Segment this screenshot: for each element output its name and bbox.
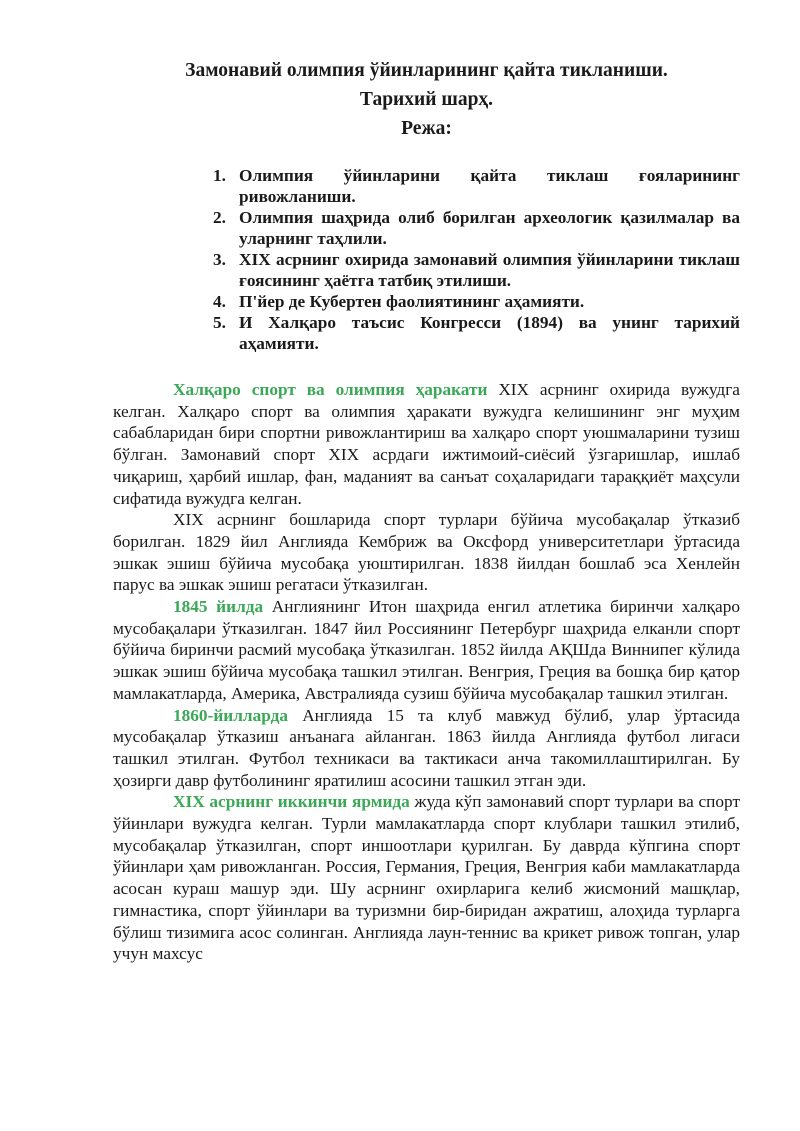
paragraph: [113, 379, 740, 509]
title-line-2: Тарихий шарҳ.: [359, 89, 494, 110]
paragraph-text: жуда кўп замонавий спорт турлари ва спорт ўйинлари вужудга келган. Турли мамлакатларда спорт клублари ташкил этилиб, мусобақалар ўтказилган, спорт иншоотлари қурилган. Бу даврда кўпгина спорт ўйинлари ҳам ривожланган. Россия, Германия, Греция, Венгрия каби мамлакатларда асосан кураш машур эди. Шу асрнинг охирларига келиб жисмоний машқлар, гимнастика, спорт ўйинлари ва туризмни бир-биридан ажратиш, алоҳида турларга бўлиш тизимига асос солинган. Англияда лаун-теннис ва крикет ривож топган, улар учун махсус: [113, 792, 740, 964]
document-title: [113, 56, 740, 143]
paragraph: [113, 509, 740, 596]
plan-item-number: 2.: [213, 208, 226, 227]
plan-item-number: 3.: [213, 250, 226, 269]
paragraph: [113, 596, 740, 705]
plan-item-text: XIX асрнинг охирида замонавий олимпия ўйинларини тиклаш ғоясининг ҳаётга татбиқ этилиши.: [239, 250, 740, 290]
plan-item: [213, 249, 740, 291]
title-line-3: Режа:: [401, 118, 452, 139]
highlight-phrase: Халқаро спорт ва олимпия ҳаракати: [173, 380, 488, 399]
highlight-phrase: 1845 йилда: [173, 597, 264, 617]
plan-item-text: Олимпия ўйинларини қайта тиклаш ғояларининг ривожланиши.: [239, 166, 740, 206]
plan-item-text: Олимпия шаҳрида олиб борилган археологик қазилмалар ва уларнинг таҳлили.: [239, 208, 740, 248]
highlight-phrase: XIX асрнинг иккинчи ярмида: [173, 792, 410, 812]
plan-item-number: 1.: [213, 166, 226, 185]
highlight-phrase: 1860-йилларда: [173, 705, 289, 725]
plan-item-text: П'йер де Кубертен фаолиятининг аҳамияти.: [239, 292, 585, 311]
title-line-1: Замонавий олимпия ўйинларининг қайта тикланиши.: [185, 60, 668, 81]
plan-item: [213, 312, 740, 354]
paragraph: [113, 705, 740, 792]
paragraph-text: Англиянинг Итон шаҳрида енгил атлетика биринчи халқаро мусобақалари ўтказилган. 1847 йил Россиянинг Петербург шаҳрида елканли спорт бўйича биринчи расмий мусобақа ўтказилган. 1852 йилда АҚШда Виннипег кўлида эшкак эшиш бўйича мусобақа ташкил этилган. Венгрия, Греция ва бошқа бир қатор мамлакатларда, Америка, Австралияда сузиш бўйича мусобақалар ташкил этилган.: [113, 597, 740, 703]
paragraph-text: Англияда 15 та клуб мавжуд бўлиб, улар ўртасида мусобақалар ўтказиш анъанага айланган. 1863 йилда Англияда футбол лигаси ташкил этилган. Футбол техникаси ва тактикаси анча такомиллаштирилган. Бу ҳозирги давр футболининг яратилиш асосини ташкил этган эди.: [113, 705, 740, 790]
plan-item-text: И Халқаро таъсис Конгресси (1894) ва унинг тарихий аҳамияти.: [239, 313, 740, 353]
paragraph-text: XIX асрнинг бошларида спорт турлари бўйича мусобақалар ўтказиб борилган. 1829 йил Англияда Кембриж ва Оксфорд университетлари ўртасида эшкак эшиш бўйича мусобақа уюштирилган. 1838 йилдан бошлаб эса Хенлейн парус ва эшкак эшиш регатаси ўтказилган.: [113, 510, 740, 595]
plan-item: [213, 207, 740, 249]
plan-item-number: 4.: [213, 292, 226, 311]
plan-item-number: 5.: [213, 313, 226, 332]
plan-item: [213, 291, 740, 312]
body-text: [113, 379, 740, 965]
plan-list: [113, 165, 740, 354]
paragraph: [113, 791, 740, 965]
plan-item: [213, 165, 740, 207]
paragraph-text: XIX асрнинг охирида вужудга келган. Халқаро спорт ва олимпия ҳаракати вужудга келишининг энг муҳим сабабларидан бири спортни ривожлантириш ва халқаро спорт уюшмаларини тузиш бўлган. Замонавий спорт XIX асрдаги ижтимоий-сиёсий ўзгаришлар, ишлаб чиқариш, ҳарбий ишлар, фан, маданият ва санъат соҳаларидаги тараққиёт маҳсули сифатида вужудга келган.: [113, 380, 740, 508]
